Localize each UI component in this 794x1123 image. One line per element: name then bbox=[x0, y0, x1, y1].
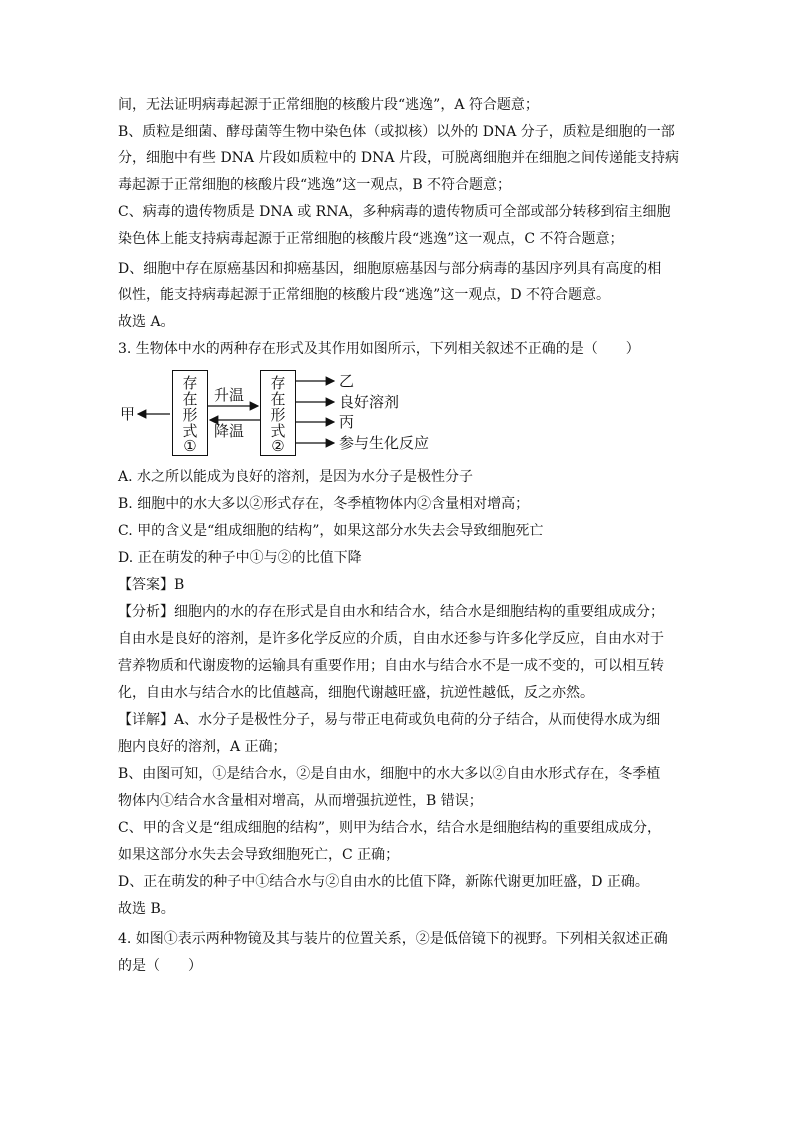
text-line: B、质粒是细菌、酵母菌等生物中染色体（或拟核）以外的 DNA 分子，质粒是细胞的一部 bbox=[118, 124, 675, 140]
text-line: D、细胞中存在原癌基因和抑癌基因，细胞原癌基因与部分病毒的基因序列具有高度的相 bbox=[118, 261, 662, 277]
label-jia: 甲 bbox=[120, 405, 136, 423]
water-form-1-box bbox=[172, 370, 208, 456]
box2-char: 式 bbox=[270, 422, 286, 440]
question-stem: 3. 生物体中水的两种存在形式及其作用如图所示，下列相关叙述不正确的是（ ） bbox=[118, 341, 640, 357]
text-line: 毒起源于正常细胞的核酸片段“逃逸”这一观点，B 不符合题意； bbox=[118, 177, 512, 193]
detail-line: 故选 B。 bbox=[118, 901, 175, 917]
option-d: D. 正在萌发的种子中①与②的比值下降 bbox=[118, 550, 362, 566]
water-form-2-box bbox=[260, 370, 296, 456]
box1-char: 式 bbox=[182, 422, 198, 440]
box2-char: 在 bbox=[270, 390, 286, 408]
box1-char: ① bbox=[183, 437, 197, 455]
text-line: C、病毒的遗传物质是 DNA 或 RNA，多种病毒的遗传物质可全部或部分转移到宿主细胞 bbox=[118, 204, 671, 220]
box2-char: ② bbox=[271, 437, 285, 455]
text-line: 似性，能支持病毒起源于正常细胞的核酸片段“逃逸”这一观点，D 不符合题意。 bbox=[118, 287, 610, 303]
box2-char: 形 bbox=[270, 406, 286, 424]
question-stem: 4. 如图①表示两种物镜及其与装片的位置关系，②是低倍镜下的视野。下列相关叙述正确 bbox=[118, 931, 668, 947]
detail-line: 物体内①结合水含量相对增高，从而增强抗逆性，B 错误； bbox=[118, 793, 483, 809]
label-good-solvent: 良好溶剂 bbox=[339, 393, 400, 411]
analysis-line: 【分析】细胞内的水的存在形式是自由水和结合水，结合水是细胞结构的重要组成成分； bbox=[118, 604, 664, 620]
option-b: B. 细胞中的水大多以②形式存在，冬季植物体内②含量相对增高； bbox=[118, 496, 530, 512]
label-heat-up: 升温 bbox=[214, 386, 245, 404]
detail-line: 【详解】A、水分子是极性分子，易与带正电荷或负电荷的分子结合，从而使得水成为细 bbox=[118, 712, 661, 728]
detail-line: 胞内良好的溶剂，A 正确； bbox=[118, 739, 287, 755]
analysis-line: 营养物质和代谢废物的运输具有重要作用；自由水与结合水不是一成不变的，可以相互转 bbox=[118, 658, 664, 674]
analysis-line: 自由水是良好的溶剂，是许多化学反应的介质，自由水还参与许多化学反应，自由水对于 bbox=[118, 631, 664, 647]
detail-line: C、甲的含义是“组成细胞的结构”，则甲为结合水，结合水是细胞结构的重要组成成分， bbox=[118, 820, 662, 836]
detail-line: B、由图可知，①是结合水，②是自由水，细胞中的水大多以②自由水形式存在，冬季植 bbox=[118, 766, 661, 782]
detail-line: 如果这部分水失去会导致细胞死亡，C 正确； bbox=[118, 847, 400, 863]
text-line: 分，细胞中有些 DNA 片段如质粒中的 DNA 片段，可脱离细胞并在细胞之间传递能支持病 bbox=[118, 150, 679, 166]
water-forms-diagram bbox=[118, 366, 458, 458]
label-biochemical-reaction: 参与生化反应 bbox=[339, 434, 430, 452]
detail-line: D、正在萌发的种子中①结合水与②自由水的比值下降，新陈代谢更加旺盛，D 正确。 bbox=[118, 874, 649, 890]
text-line: 故选 A。 bbox=[118, 314, 175, 330]
label-cool-down: 降温 bbox=[214, 422, 245, 440]
label-bing: 丙 bbox=[339, 413, 355, 431]
box1-char: 形 bbox=[182, 406, 198, 424]
box1-char: 在 bbox=[182, 390, 198, 408]
box1-char: 存 bbox=[182, 374, 198, 392]
box2-char: 存 bbox=[270, 374, 286, 392]
option-c: C. 甲的含义是“组成细胞的结构”，如果这部分水失去会导致细胞死亡 bbox=[118, 523, 544, 539]
option-a: A. 水之所以能成为良好的溶剂，是因为水分子是极性分子 bbox=[118, 469, 474, 485]
text-line: 间，无法证明病毒起源于正常细胞的核酸片段“逃逸”，A 符合题意； bbox=[118, 97, 539, 113]
label-yi: 乙 bbox=[339, 372, 355, 390]
analysis-line: 化，自由水与结合水的比值越高，细胞代谢越旺盛，抗逆性越低，反之亦然。 bbox=[118, 685, 594, 701]
answer-line: 【答案】B bbox=[118, 577, 185, 593]
question-stem: 的是（ ） bbox=[118, 958, 202, 974]
text-line: 染色体上能支持病毒起源于正常细胞的核酸片段“逃逸”这一观点，C 不符合题意； bbox=[118, 231, 624, 247]
